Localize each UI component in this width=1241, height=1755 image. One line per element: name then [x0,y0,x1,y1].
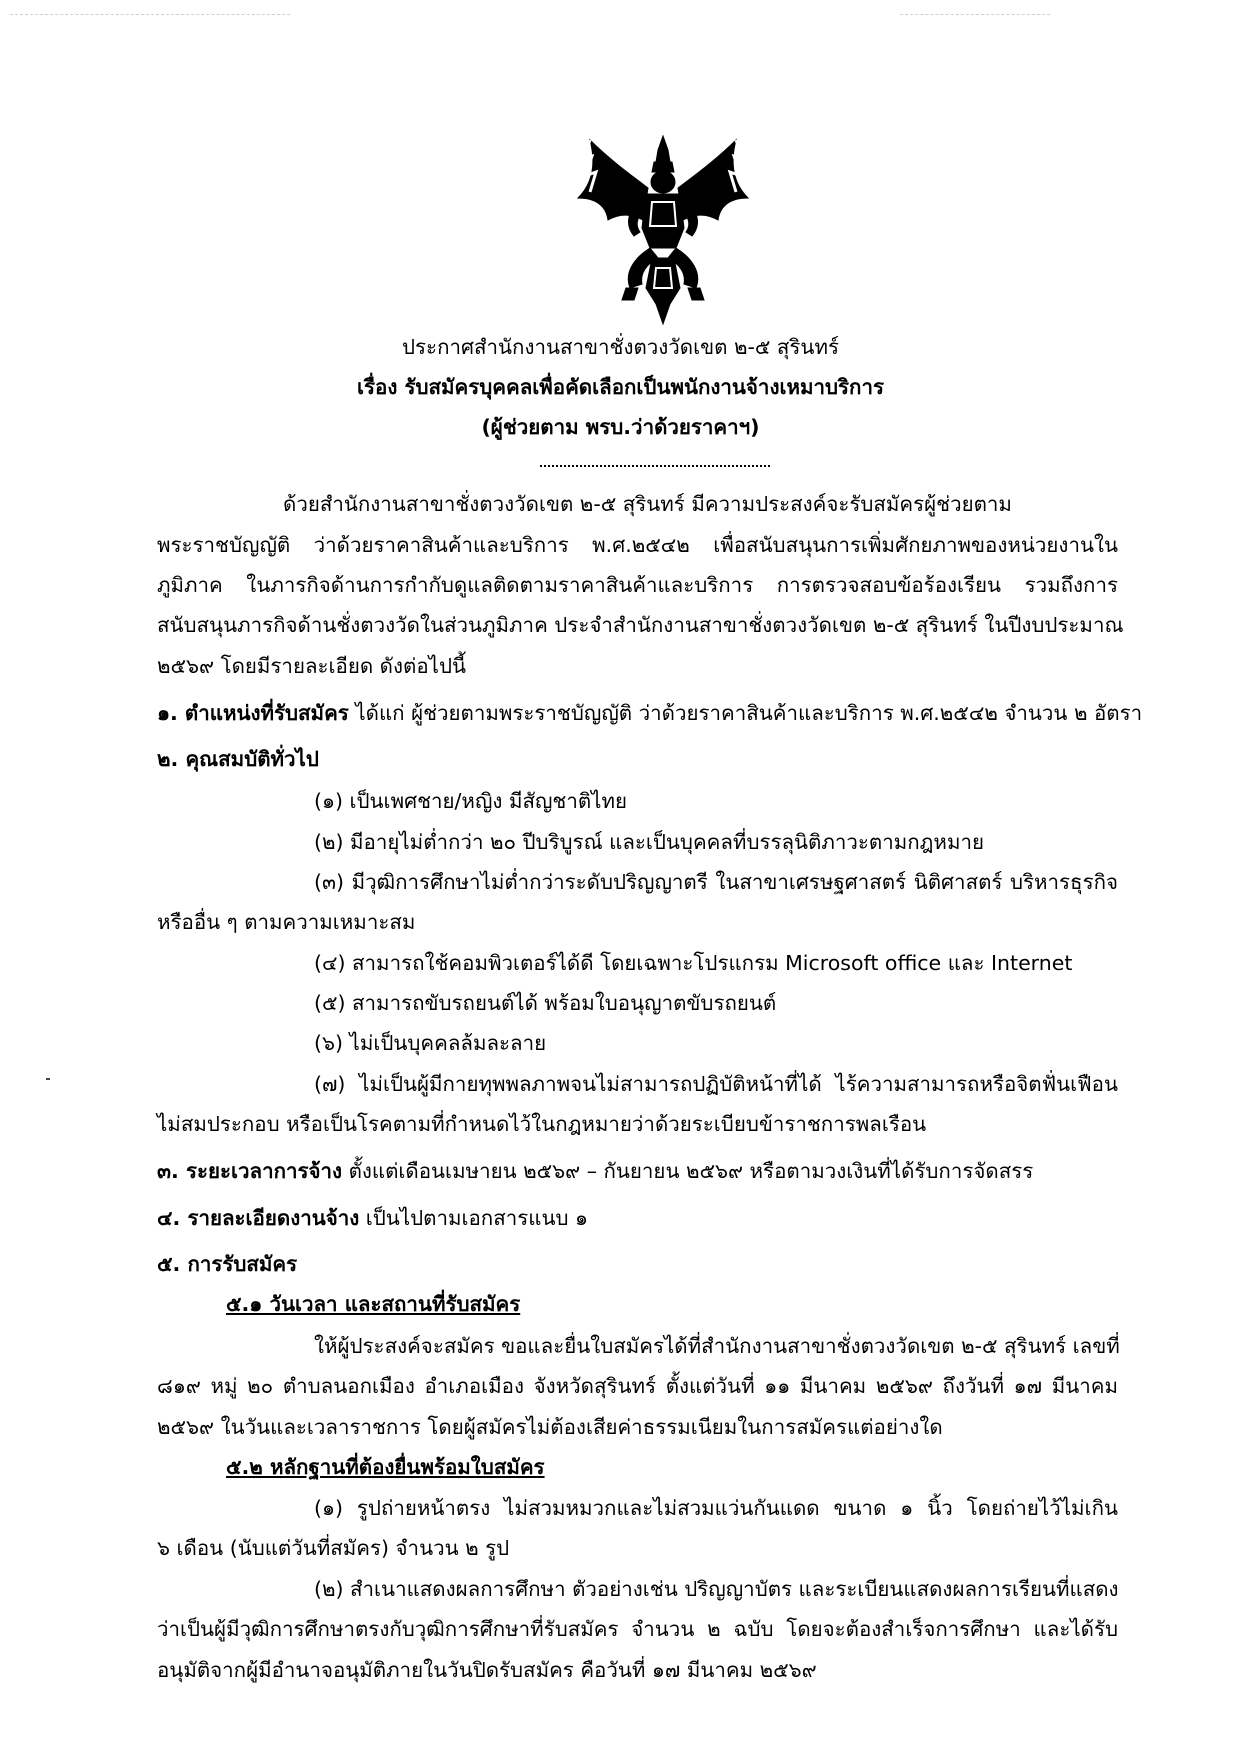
qualification-item: (๖) ไม่เป็นบุคคลล้มละลาย [314,1031,547,1055]
section-5-1-heading: ๕.๑ วันเวลา และสถานที่รับสมัคร [226,1292,521,1316]
intro-line: ๒๕๖๙ โดยมีรายละเอียด ดังต่อไปนี้ [157,654,466,678]
intro-line: สนับสนุนภารกิจด้านชั่งตวงวัดในส่วนภูมิภาค ประจำสำนักงานสาขาชั่งตวงวัดเขต ๒-๕ สุรินทร์ ในปีงบประมาณ [157,613,1124,637]
section-1-heading: ๑. ตำแหน่งที่รับสมัคร [157,701,349,725]
scan-artifact [900,14,1050,15]
section-2-heading: ๒. คุณสมบัติทั่วไป [157,747,319,771]
section-4-heading: ๔. รายละเอียดงานจ้าง [157,1206,360,1230]
header-divider [540,465,770,467]
qualification-item: (๑) เป็นเพศชาย/หญิง มีสัญชาติไทย [314,789,628,813]
section-1-text: ได้แก่ ผู้ช่วยตามพระราชบัญญัติ ว่าด้วยราคาสินค้าและบริการ พ.ศ.๒๕๔๒ จำนวน ๒ อัตรา [348,701,1143,725]
scan-artifact [46,1078,50,1080]
qualification-item-continued: หรืออื่น ๆ ตามความเหมาะสม [157,910,416,934]
section-5-1-line: ๒๕๖๙ ในวันและเวลาราชการ โดยผู้สมัครไม่ต้องเสียค่าธรรมเนียมในการสมัครแต่อย่างใด [157,1415,943,1439]
section-4-text: เป็นไปตามเอกสารแนบ ๑ [359,1206,589,1230]
section-5-1-line: ๘๑๙ หมู่ ๒๐ ตำบลนอกเมือง อำเภอเมือง จังหวัดสุรินทร์ ตั้งแต่วันที่ ๑๑ มีนาคม ๒๕๖๙ ถึงวันที่ ๑๗ มีนาคม [157,1374,1118,1398]
section-3-heading: ๓. ระยะเวลาการจ้าง [157,1159,343,1183]
announcement-subtitle: (ผู้ช่วยตาม พรบ.ว่าด้วยราคาฯ) [481,415,760,439]
section-5-2-line: ๖ เดือน (นับแต่วันที่สมัคร) จำนวน ๒ รูป [157,1536,510,1560]
section-3 [157,1157,1033,1185]
section-5-2-line: อนุมัติจากผู้มีอำนาจอนุมัติภายในวันปิดรับสมัคร คือวันที่ ๑๗ มีนาคม ๒๕๖๙ [157,1658,817,1682]
section-5-2-line: (๒) สำเนาแสดงผลการศึกษา ตัวอย่างเช่น ปริญญาบัตร และระเบียนแสดงผลการเรียนที่แสดง [314,1577,1119,1601]
qualification-item: (๔) สามารถใช้คอมพิวเตอร์ได้ดี โดยเฉพาะโปรแกรม Microsoft office และ Internet [314,951,1073,975]
section-3-text: ตั้งแต่เดือนเมษายน ๒๕๖๙ – กันยายน ๒๕๖๙ หรือตามวงเงินที่ได้รับการจัดสรร [342,1159,1034,1183]
intro-line: ภูมิภาค ในภารกิจด้านการกำกับดูแลติดตามราคาสินค้าและบริการ การตรวจสอบข้อร้องเรียน รวมถึงการ [157,573,1118,597]
garuda-emblem-icon [568,128,758,328]
section-5-2-line: ว่าเป็นผู้มีวุฒิการศึกษาตรงกับวุฒิการศึกษาที่รับสมัคร จำนวน ๒ ฉบับ โดยจะต้องสำเร็จการศึกษา และได้รับ [157,1617,1118,1641]
announcement-subject: เรื่อง รับสมัครบุคคลเพื่อคัดเลือกเป็นพนักงานจ้างเหมาบริการ [357,375,884,399]
intro-line: ด้วยสำนักงานสาขาชั่งตวงวัดเขต ๒-๕ สุรินทร์ มีความประสงค์จะรับสมัครผู้ช่วยตาม [283,492,1012,516]
announcement-title: ประกาศสำนักงานสาขาชั่งตวงวัดเขต ๒-๕ สุรินทร์ [402,335,839,359]
section-1 [157,699,1142,727]
section-5-1-line: ให้ผู้ประสงค์จะสมัคร ขอและยื่นใบสมัครได้ที่สำนักงานสาขาชั่งตวงวัดเขต ๒-๕ สุรินทร์ เลขที่ [314,1334,1120,1358]
intro-line: พระราชบัญญัติ ว่าด้วยราคาสินค้าและบริการ พ.ศ.๒๕๔๒ เพื่อสนับสนุนการเพิ่มศักยภาพของหน่วยงานใน [157,533,1118,557]
section-5-heading: ๕. การรับสมัคร [157,1252,298,1276]
qualification-item: (๕) สามารถขับรถยนต์ได้ พร้อมใบอนุญาตขับรถยนต์ [314,991,777,1015]
qualification-item: (๗) ไม่เป็นผู้มีกายทุพพลภาพจนไม่สามารถปฏิบัติหน้าที่ได้ ไร้ความสามารถหรือจิตฟั่นเฟือน [314,1072,1118,1096]
section-5-2-heading: ๕.๒ หลักฐานที่ต้องยื่นพร้อมใบสมัคร [226,1455,545,1479]
qualification-item: (๓) มีวุฒิการศึกษาไม่ต่ำกว่าระดับปริญญาตรี ในสาขาเศรษฐศาสตร์ นิติศาสตร์ บริหารธุรกิจ [314,870,1118,894]
section-4 [157,1204,588,1232]
scan-artifact [10,14,290,15]
qualification-item: (๒) มีอายุไม่ต่ำกว่า ๒๐ ปีบริบูรณ์ และเป็นบุคคลที่บรรลุนิติภาวะตามกฎหมาย [314,830,984,854]
qualification-item-continued: ไม่สมประกอบ หรือเป็นโรคตามที่กำหนดไว้ในกฎหมายว่าด้วยระเบียบข้าราชการพลเรือน [157,1112,927,1136]
section-5-2-line: (๑) รูปถ่ายหน้าตรง ไม่สวมหมวกและไม่สวมแว่นกันแดด ขนาด ๑ นิ้ว โดยถ่ายไว้ไม่เกิน [314,1496,1118,1520]
